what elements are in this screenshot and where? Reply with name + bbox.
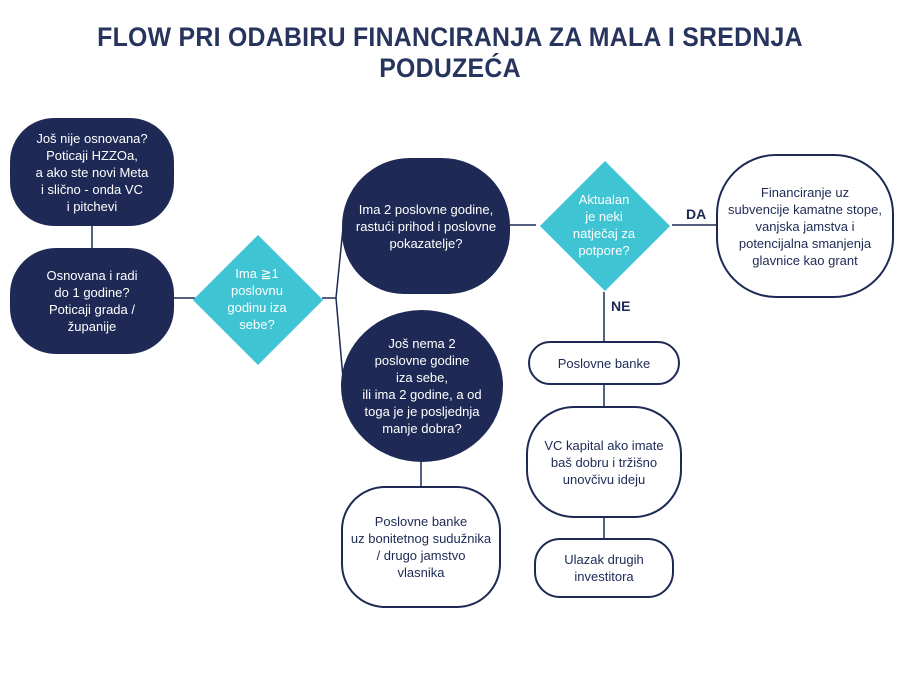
edge-label-yes: DA	[686, 206, 707, 222]
founded-one-year-node: Osnovana i radi do 1 godine? Poticaji grada / županije	[10, 248, 174, 354]
decision-one-year-diamond	[192, 234, 322, 364]
vc-capital-node: VC kapital ako imate baš dobru i tržišno unovčivu ideju	[526, 406, 682, 518]
connector-branch-lower	[336, 298, 343, 378]
decision-one-year-text: Ima ≧1 poslovnu godinu iza sebe?	[227, 266, 287, 332]
not-two-years-node: Još nema 2 poslovne godine iza sebe, ili ima 2 godine, a od toga je je posljednja manje dobra?	[341, 310, 503, 462]
not-founded-node: Još nije osnovana? Poticaji HZZOa, a ako ste novi Meta i slično - onda VC i pitchevi	[10, 118, 174, 226]
decision-tender-diamond	[539, 160, 669, 290]
financing-grant-node: Financiranje uz subvencije kamatne stope, vanjska jamstva i potencijalna smanjenja glavnice kao grant	[716, 154, 894, 298]
decision-tender-text: Aktualan je neki natječaj za potpore?	[572, 192, 636, 258]
two-years-growth-node: Ima 2 poslovne godine, rastući prihod i poslovne pokazatelje?	[342, 158, 510, 294]
page-title: FLOW PRI ODABIRU FINANCIRANJA ZA MALA I SREDNJA PODUZEĆA	[97, 22, 803, 83]
edge-label-no: NE	[611, 298, 631, 314]
banks-guarantee-node: Poslovne banke uz bonitetnog sudužnika / drugo jamstvo vlasnika	[341, 486, 501, 608]
other-investors-node: Ulazak drugih investitora	[534, 538, 674, 598]
business-banks-node: Poslovne banke	[528, 341, 680, 385]
